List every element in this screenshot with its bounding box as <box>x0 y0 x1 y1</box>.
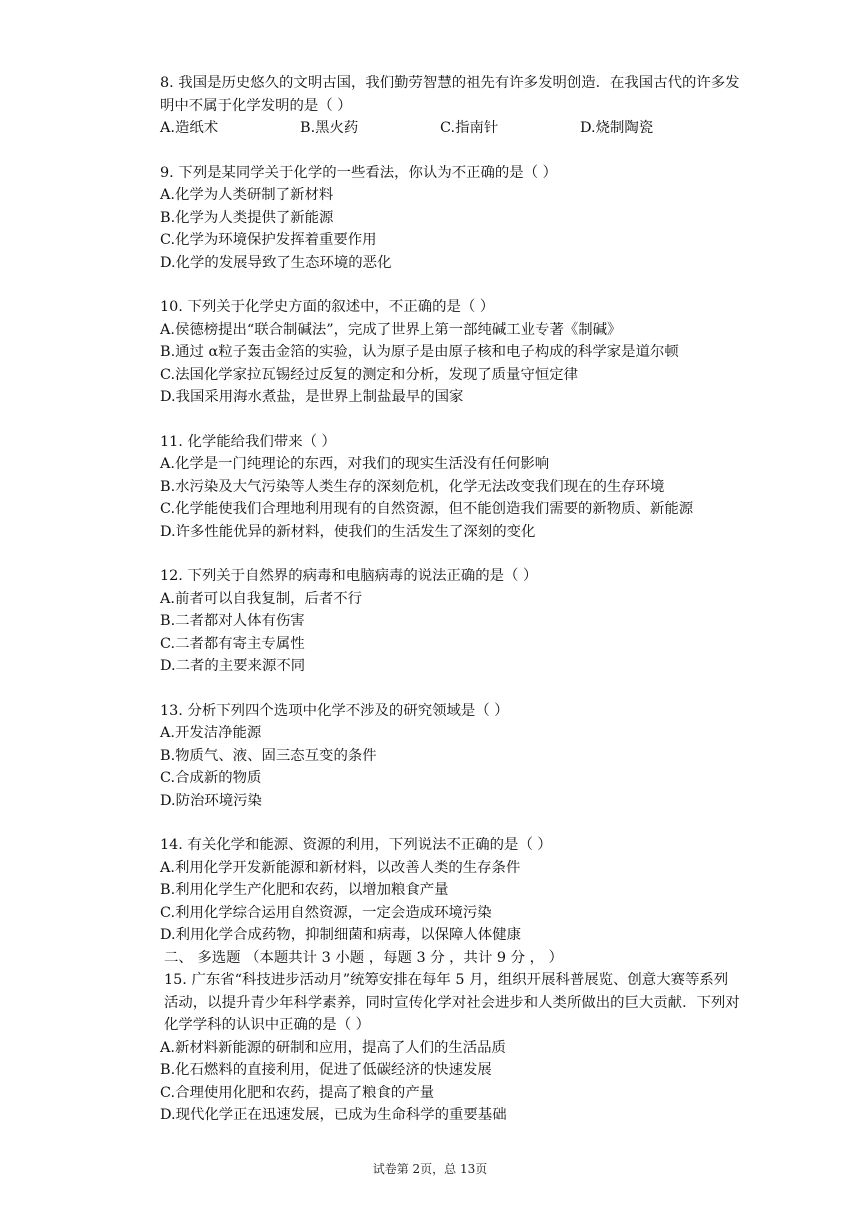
option-b: B.水污染及大气污染等人类生存的深刻危机，化学无法改变我们现在的生存环境 <box>160 478 665 495</box>
option-b: B.通过 α粒子轰击金箔的实验，认为原子是由原子核和电子构成的科学家是道尔顿 <box>160 344 679 360</box>
option-d: D.二者的主要来源不同 <box>160 658 306 674</box>
question-stem: 10. 下列关于化学史方面的叙述中，不正确的是（ ） <box>160 299 495 315</box>
question-stem: 11. 化学能给我们带来（ ） <box>160 433 336 450</box>
option-d: D.利用化学合成药物，抑制细菌和病毒，以保障人体健康 <box>160 927 521 943</box>
option-d: D.现代化学正在迅速发展，已成为生命科学的重要基础 <box>160 1107 507 1123</box>
option-d: D.我国采用海水煮盐，是世界上制盐最早的国家 <box>160 389 464 405</box>
option-a: A.开发洁净能源 <box>160 725 262 741</box>
question-8 <box>160 72 740 140</box>
option-d: D.化学的发展导致了生态环境的恶化 <box>160 254 392 271</box>
option-d: D.烧制陶瓷 <box>580 120 654 136</box>
option-c: C.化学为环境保护发挥着重要作用 <box>160 232 377 248</box>
option-a: A.造纸术 <box>160 120 219 136</box>
question-11 <box>160 431 740 544</box>
option-c: C.合理使用化肥和农药，提高了粮食的产量 <box>160 1084 435 1101</box>
option-a: A.前者可以自我复制，后者不行 <box>160 590 363 607</box>
option-b: B.化石燃料的直接利用，促进了低碳经济的快速发展 <box>160 1062 492 1078</box>
option-b: B.化学为人类提供了新能源 <box>160 209 334 226</box>
question-stem: 8. 我国是历史悠久的文明古国，我们勤劳智慧的祖先有许多发明创造．在我国古代的许多发明中不属于化学发明的是（ ） <box>160 75 740 114</box>
option-row <box>160 117 740 140</box>
option-a: A.化学是一门纯理论的东西，对我们的现实生活没有任何影响 <box>160 456 550 472</box>
option-a: A.新材料新能源的研制和应用，提高了人们的生活品质 <box>160 1039 506 1056</box>
option-b: B.物质气、液、固三态互变的条件 <box>160 747 377 764</box>
question-stem: 9. 下列是某同学关于化学的一些看法，你认为不正确的是（ ） <box>160 164 558 181</box>
question-stem: 13. 分析下列四个选项中化学不涉及的研究领域是（ ） <box>160 702 509 719</box>
option-c: C.法国化学家拉瓦锡经过反复的测定和分析，发现了质量守恒定律 <box>160 366 579 383</box>
option-c: C.二者都有寄主专属性 <box>160 635 305 652</box>
question-10 <box>160 296 740 409</box>
question-14 <box>160 834 740 947</box>
option-b: B.利用化学生产化肥和农药，以增加粮食产量 <box>160 882 449 898</box>
option-a: A.化学为人类研制了新材料 <box>160 187 334 203</box>
option-b: B.二者都对人体有伤害 <box>160 613 305 629</box>
page-footer: 试卷第 2页，总 13页 <box>372 1162 488 1176</box>
option-c: C.指南针 <box>440 120 499 136</box>
option-d: D.防治环境污染 <box>160 792 262 809</box>
section-heading: 二、 多选题 （本题共计 3 小题 ，每题 3 分 ，共计 9 分 ， ） <box>164 949 563 966</box>
question-stem: 14. 有关化学和能源、资源的利用，下列说法不正确的是（ ） <box>160 837 552 853</box>
option-a: A.利用化学开发新能源和新材料，以改善人类的生存条件 <box>160 859 521 876</box>
exam-page <box>160 72 740 1149</box>
question-13 <box>160 700 740 813</box>
question-9 <box>160 162 740 275</box>
option-c: C.化学能使我们合理地利用现有的自然资源，但不能创造我们需要的新物质、新能源 <box>160 501 694 517</box>
question-12 <box>160 565 740 678</box>
option-c: C.合成新的物质 <box>160 770 262 786</box>
question-stem: 15. 广东省“科技进步活动月”统筹安排在每年 5 月，组织开展科普展览、创意大赛等系列活动，以提升青少年科学素养，同时宣传化学对社会进步和人类所做出的巨大贡献．下列对化学学科的认识中正确的是（ ） <box>164 972 740 1033</box>
option-d: D.许多性能优异的新材料，使我们的生活发生了深刻的变化 <box>160 523 536 540</box>
option-c: C.利用化学综合运用自然资源，一定会造成环境污染 <box>160 904 492 921</box>
option-b: B.黑火药 <box>300 120 359 136</box>
option-a: A.侯德榜提出“联合制碱法”，完成了世界上第一部纯碱工业专著《制碱》 <box>160 321 622 338</box>
question-stem: 12. 下列关于自然界的病毒和电脑病毒的说法正确的是（ ） <box>160 568 538 584</box>
question-15 <box>160 969 740 1127</box>
